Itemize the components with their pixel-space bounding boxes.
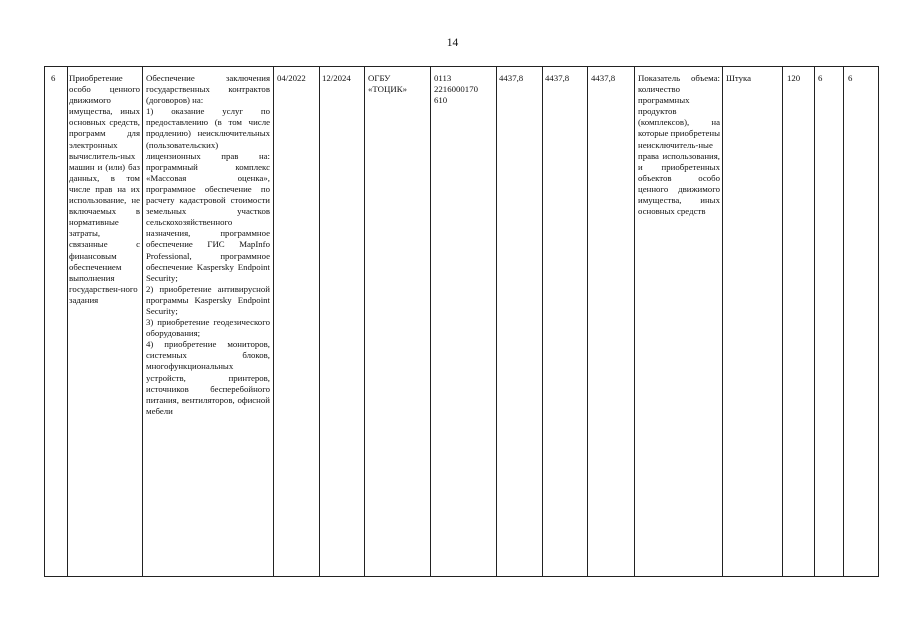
column-divider xyxy=(430,67,431,576)
activity-description xyxy=(146,73,270,417)
funding-amount-regional: 4437,8 xyxy=(545,73,570,83)
column-divider xyxy=(142,67,143,576)
row-number: 6 xyxy=(51,73,56,83)
column-divider xyxy=(722,67,723,576)
column-divider xyxy=(364,67,365,576)
column-divider xyxy=(587,67,588,576)
column-divider xyxy=(319,67,320,576)
description-item-1: 1) оказание услуг по предоставлению (в том числе продлению) неисключительных (пользовательских) лицензионных прав на: программный комплекс «Массовая оценка», программное обеспечение по расчету кадастровой стоимости земельных участков сельскохозяйственного назначения, программное обеспечение ГИС MapInfo Professional, программное обеспечение Kaspersky Endpoint Security; xyxy=(146,106,270,283)
indicator-value-1: 120 xyxy=(787,73,801,83)
column-divider xyxy=(542,67,543,576)
measurement-unit: Штука xyxy=(726,73,752,83)
budget-code: 0113 2216000170 610 xyxy=(434,73,478,106)
funding-amount-total: 4437,8 xyxy=(499,73,524,83)
funding-amount-other: 4437,8 xyxy=(591,73,616,83)
column-divider xyxy=(782,67,783,576)
column-divider xyxy=(634,67,635,576)
column-divider xyxy=(67,67,68,576)
start-date: 04/2022 xyxy=(277,73,306,83)
program-table xyxy=(44,66,879,577)
column-divider xyxy=(273,67,274,576)
executor: ОГБУ «ТОЦИК» xyxy=(368,73,407,95)
column-divider xyxy=(843,67,844,576)
indicator-value-3: 6 xyxy=(848,73,853,83)
end-date: 12/2024 xyxy=(322,73,351,83)
result-indicator: Показатель объема: количество программных продуктов (комплексов), на которые приобретены неисключитель-ные права использования, и приобретенных объектов особо ценного движимого имущества, иных основных средств xyxy=(638,73,720,217)
page-number: 14 xyxy=(446,37,459,49)
column-divider xyxy=(814,67,815,576)
description-item-3: 3) приобретение геодезического оборудования; xyxy=(146,317,270,339)
description-item-4: 4) приобретение мониторов, системных блоков, многофункциональных устройств, принтеров, источников бесперебойного питания, вентиляторов, офисной мебели xyxy=(146,339,270,416)
activity-title: Приобретение особо ценного движимого имущества, иных основных средств, программ для электронных вычислитель-ных машин и (или) баз данных, в том числе прав на их использование, не включаемых в нормативные затраты, связанные с финансовым обеспечением выполнения государствен-ного задания xyxy=(69,73,140,305)
description-item-2: 2) приобретение антивирусной программы Kaspersky Endpoint Security; xyxy=(146,283,270,316)
indicator-value-2: 6 xyxy=(818,73,823,83)
description-intro: Обеспечение заключения государственных контрактов (договоров) на: xyxy=(146,73,270,106)
column-divider xyxy=(496,67,497,576)
